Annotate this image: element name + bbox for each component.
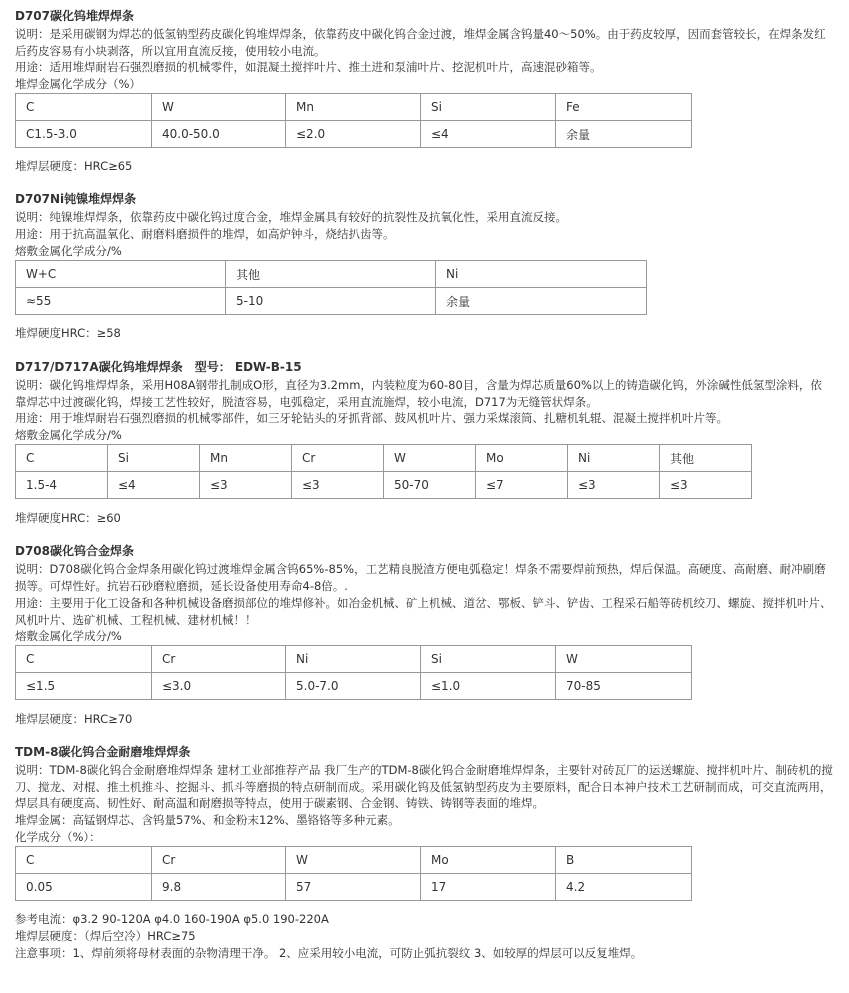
value-cell: ≤7 — [476, 472, 568, 499]
hardness-d708: 堆焊层硬度：HRC≥70 — [15, 712, 133, 726]
table-caption-d708: 熔敷金属化学成分/% — [15, 629, 122, 643]
composition-table-d717 — [15, 444, 752, 499]
table-header-row — [16, 646, 692, 673]
header-cell: W — [556, 646, 692, 673]
table-caption-tdm8: 化学成分（%）： — [15, 830, 101, 844]
section-metal-tdm8: 堆焊金属：高锰钢焊芯、含钨量57%、和金粉末12%、墨铬铬等多种元素。 — [15, 813, 400, 827]
section-description-d717: 说明：碳化钨堆焊焊条，采用H08A钢带扎制成O形，直径为3.2mm，内装粒度为60-80目，含量为焊芯质量60%以上的铸造碳化钨，外涂碱性低氢型涂料，依靠焊芯中过渡碳化钨，焊接工艺性较好，脱渣容易，电弧稳定，采用直流施焊，较小电流，D717为无缝管状焊条。 — [15, 378, 822, 409]
section-usage-d708: 用途：主要用于化工设备和各种机械设备磨损部位的堆焊修补。如冶金机械、矿上机械、道岔、鄂板、铲斗、铲齿、工程采石船等砖机绞刀、螺旋、搅拌机叶片、风机叶片、选矿机械、工程机械、建材机械！！ — [15, 596, 832, 627]
header-cell: W+C — [16, 261, 226, 288]
section-usage-d717: 用途：用于堆焊耐岩石强烈磨损的机械零部件，如三牙轮钻头的牙抓背部、鼓风机叶片、强力采煤滚筒、扎糖机轧辊、混凝土搅拌机叶片等。 — [15, 411, 728, 425]
composition-table-d707ni — [15, 260, 647, 315]
value-cell: ≤1.5 — [16, 673, 152, 700]
value-cell: ≤3 — [200, 472, 292, 499]
table-value-row — [16, 472, 752, 499]
value-cell: 9.8 — [152, 874, 286, 901]
header-cell: Si — [421, 94, 556, 121]
section-title-d717 — [15, 359, 302, 376]
composition-table-d708 — [15, 645, 692, 700]
header-cell: C — [16, 646, 152, 673]
value-cell: 余量 — [556, 121, 692, 148]
header-cell: Mn — [200, 445, 292, 472]
section-title-d708: D708碳化钨合金焊条 — [15, 544, 135, 558]
table-header-row — [16, 94, 692, 121]
value-cell: ≤3.0 — [152, 673, 286, 700]
value-cell: ≤2.0 — [286, 121, 421, 148]
section-description-tdm8: 说明：TDM-8碳化钨合金耐磨堆焊焊条 建材工业部推荐产品 我厂生产的TDM-8碳化钨合金耐磨堆焊焊条，主要针对砖瓦厂的运送螺旋、搅拌机叶片、制砖机的搅刀、搅龙、对棍、推土机推斗、挖掘斗、抓斗等磨损的特点研制而成。采用碳化钨及低氢钠型药皮为主要原料，配合日本神户技术工艺研制而成，可交直流两用，焊层具有硬度高、韧性好、耐高温和耐磨损等特点，使用于碳素钢、合金钢、铸铁、铸钢等表面的堆焊。 — [15, 763, 833, 810]
section-description-d707ni: 说明：纯镍堆焊焊条，依靠药皮中碳化钨过度合金，堆焊金属具有较好的抗裂性及抗氧化性，采用直流反接。 — [15, 210, 567, 224]
header-cell: Mn — [286, 94, 421, 121]
value-cell: C1.5-3.0 — [16, 121, 152, 148]
section-title-tdm8: TDM-8碳化钨合金耐磨堆焊焊条 — [15, 745, 191, 759]
table-header-row — [16, 847, 692, 874]
table-value-row — [16, 874, 692, 901]
table-value-row — [16, 288, 647, 315]
section-title-d707: D707碳化钨堆焊焊条 — [15, 9, 135, 23]
table-caption-d707: 堆焊金属化学成分（%） — [15, 77, 141, 91]
table-value-row — [16, 121, 692, 148]
table-caption-d717: 熔敷金属化学成分/% — [15, 428, 122, 442]
header-cell: Si — [108, 445, 200, 472]
value-cell: 0.05 — [16, 874, 152, 901]
value-cell: ≤3 — [660, 472, 752, 499]
section-title-d707ni: D707Ni钝镍堆焊焊条 — [15, 192, 137, 206]
header-cell: W — [286, 847, 421, 874]
reference-current-tdm8: 参考电流：φ3.2 90-120A φ4.0 160-190A φ5.0 190-220A — [15, 912, 329, 926]
header-cell: Cr — [152, 847, 286, 874]
value-cell: 余量 — [436, 288, 647, 315]
header-cell: Mo — [421, 847, 556, 874]
header-cell: Ni — [568, 445, 660, 472]
value-cell: 1.5-4 — [16, 472, 108, 499]
value-cell: ≤4 — [108, 472, 200, 499]
header-cell: C — [16, 445, 108, 472]
hardness-d707ni: 堆焊硬度HRC：≥58 — [15, 326, 121, 340]
header-cell: C — [16, 94, 152, 121]
section-description-d708: 说明：D708碳化钨合金焊条用碳化钨过渡堆焊金属含钨65%-85%，工艺精良脱渣方便电弧稳定！焊条不需要焊前预热，焊后保温。高硬度、高耐磨、耐冲刷磨损等。可焊性好。抗岩石砂磨粒磨损，延长设备使用寿命4-8倍。. — [15, 562, 826, 593]
table-header-row — [16, 445, 752, 472]
header-cell: Si — [421, 646, 556, 673]
value-cell: 57 — [286, 874, 421, 901]
composition-table-tdm8 — [15, 846, 692, 901]
value-cell: 70-85 — [556, 673, 692, 700]
value-cell: 17 — [421, 874, 556, 901]
header-cell: W — [384, 445, 476, 472]
header-cell: Ni — [436, 261, 647, 288]
header-cell: B — [556, 847, 692, 874]
section-usage-d707ni: 用途：用于抗高温氧化、耐磨料磨损件的堆焊，如高炉钟斗，烧结扒齿等。 — [15, 227, 395, 241]
hardness-tdm8: 堆焊层硬度：（焊后空冷）HRC≥75 — [15, 929, 196, 943]
value-cell: 5-10 — [226, 288, 436, 315]
value-cell: 5.0-7.0 — [286, 673, 421, 700]
notes-tdm8: 注意事项：1、焊前须将母材表面的杂物清理干净。 2、应采用较小电流，可防止弧抗裂纹 3、如较厚的焊层可以反复堆焊。 — [15, 946, 643, 960]
value-cell: 4.2 — [556, 874, 692, 901]
header-cell: Cr — [292, 445, 384, 472]
header-cell: 其他 — [226, 261, 436, 288]
value-cell: ≈55 — [16, 288, 226, 315]
table-caption-d707ni: 熔敷金属化学成分/% — [15, 244, 122, 258]
section-usage-d707: 用途：适用堆焊耐岩石强烈磨损的机械零件，如混凝土搅拌叶片、推土进和泵浦叶片、挖泥机叶片，高速混砂箱等。 — [15, 60, 602, 74]
header-cell: Ni — [286, 646, 421, 673]
section-description-d707: 说明：是采用碳钢为焊芯的低氢钠型药皮碳化钨堆焊焊条，依靠药皮中碳化钨合金过渡，堆焊金属含钨量40～50%。由于药皮较厚，因而套管较长，在焊条发红后药皮容易有小块剥落，所以宜用直流反接，使用较小电流。 — [15, 27, 826, 58]
value-cell: 50-70 — [384, 472, 476, 499]
header-cell: Cr — [152, 646, 286, 673]
model-number: 型号： EDW-B-15 — [194, 360, 302, 374]
table-value-row — [16, 673, 692, 700]
table-header-row — [16, 261, 647, 288]
composition-table-d707 — [15, 93, 692, 148]
section-title-text: D717/D717A碳化钨堆焊焊条 — [15, 360, 183, 374]
header-cell: 其他 — [660, 445, 752, 472]
value-cell: ≤3 — [292, 472, 384, 499]
header-cell: Mo — [476, 445, 568, 472]
value-cell: ≤3 — [568, 472, 660, 499]
value-cell: ≤4 — [421, 121, 556, 148]
header-cell: C — [16, 847, 152, 874]
hardness-d707: 堆焊层硬度：HRC≥65 — [15, 159, 133, 173]
value-cell: 40.0-50.0 — [152, 121, 286, 148]
value-cell: ≤1.0 — [421, 673, 556, 700]
header-cell: W — [152, 94, 286, 121]
hardness-d717: 堆焊硬度HRC：≥60 — [15, 511, 121, 525]
header-cell: Fe — [556, 94, 692, 121]
